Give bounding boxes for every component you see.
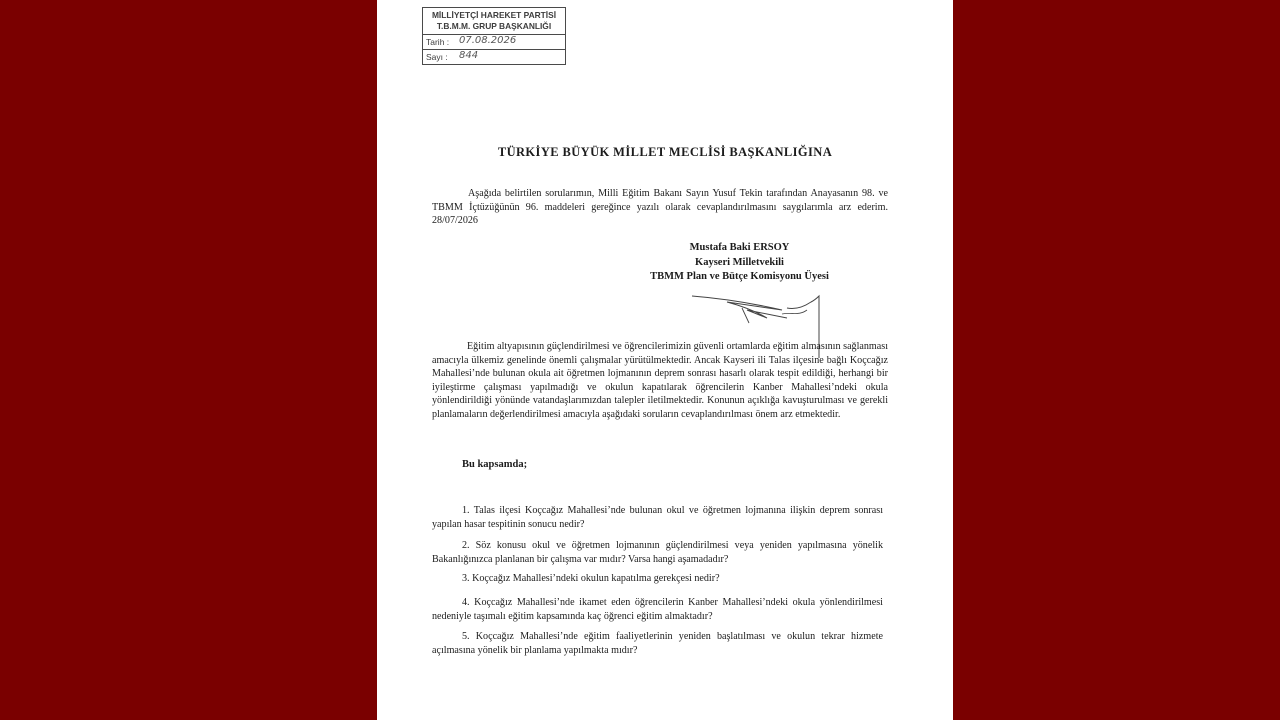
question-item: 4. Koçcağız Mahallesi’nde ikamet eden öğrencilerin Kanber Mahallesi’ndeki okula yönlendirilmesi nedeniyle taşımalı eğitim kapsamında kaç öğrenci eğitim almaktadır? <box>432 597 883 622</box>
question-item: 1. Talas ilçesi Koçcağız Mahallesi’nde bulunan okul ve öğretmen lojmanına ilişkin deprem sonrası yapılan hasar tespitinin sonucu nedir? <box>432 505 883 530</box>
stamp-date-label: Tarih : <box>426 37 450 47</box>
question-item: 3. Koçcağız Mahallesi’ndeki okulun kapatılma gerekçesi nedir? <box>462 573 720 584</box>
stamp-number-value: 844 <box>459 50 479 61</box>
document-page <box>377 0 953 720</box>
intro-paragraph: Aşağıda belirtilen sorularımın, Milli Eğitim Bakanı Sayın Yusuf Tekin tarafından Anayasanın 98. ve TBMM İçtüzüğünün 96. maddeleri gereğince yazılı olarak cevaplandırılmasını saygılarımla arz ederim. 28/07/2026 <box>432 188 888 227</box>
signer-role: TBMM Plan ve Bütçe Komisyonu Üyesi <box>650 271 829 282</box>
signer-block <box>377 241 872 285</box>
stamp-number-row <box>423 50 565 64</box>
question-item: 5. Koçcağız Mahallesi’nde eğitim faaliyetlerinin yeniden başlatılması ve okulun tekrar hizmete açılmasına yönelik bir planlama yapılmakta mıdır? <box>432 631 883 656</box>
signer-name: Mustafa Baki ERSOY <box>689 242 790 253</box>
stamp-office-name: T.B.M.M. GRUP BAŞKANLIĞI <box>436 21 552 31</box>
signer-title: Kayseri Milletvekili <box>695 256 784 268</box>
body-paragraph: Eğitim altyapısının güçlendirilmesi ve öğrencilerimizin güvenli ortamlarda eğitim almasının sağlanması amacıyla ülkemiz genelinde önemli çalışmalar yürütülmektedir. Ancak Kayseri ili Talas ilçesine bağlı Koçcağız Mahallesi’nde bulunan okula ait öğretmen lojmanının deprem sonrası hasarlı olarak tespit edildiği, herhangi bir iyileştirme çalışması yapılmadığı ve okulun kapatılarak öğrencilerin Kanber Mahallesi’ndeki okula yönlendirildiği yönünde vatandaşlarımızdan talepler iletilmektedir. Konunun açıklığa kavuşturulması ve gerekli planlamaların değerlendirilmesi amacıyla aşağıdaki soruların cevaplandırılması önem arz etmektedir. <box>432 341 888 420</box>
party-stamp <box>422 7 566 65</box>
document-title: TÜRKİYE BÜYÜK MİLLET MECLİSİ BAŞKANLIĞINA <box>497 145 833 159</box>
stamp-number-label: Sayı : <box>426 52 448 62</box>
stamp-party-name: MİLLİYETÇİ HAREKET PARTİSİ <box>431 10 557 20</box>
stamp-date-row <box>423 35 565 50</box>
question-item: 2. Söz konusu okul ve öğretmen lojmanının güçlendirilmesi veya yeniden yapılmasına yönelik Bakanlığınızca planlanan bir çalışma var mıdır? Varsa hangi aşamadadır? <box>432 540 883 565</box>
stamp-header <box>423 8 565 35</box>
stamp-date-value: 07.08.2026 <box>459 35 517 46</box>
scope-heading: Bu kapsamda; <box>462 459 528 470</box>
